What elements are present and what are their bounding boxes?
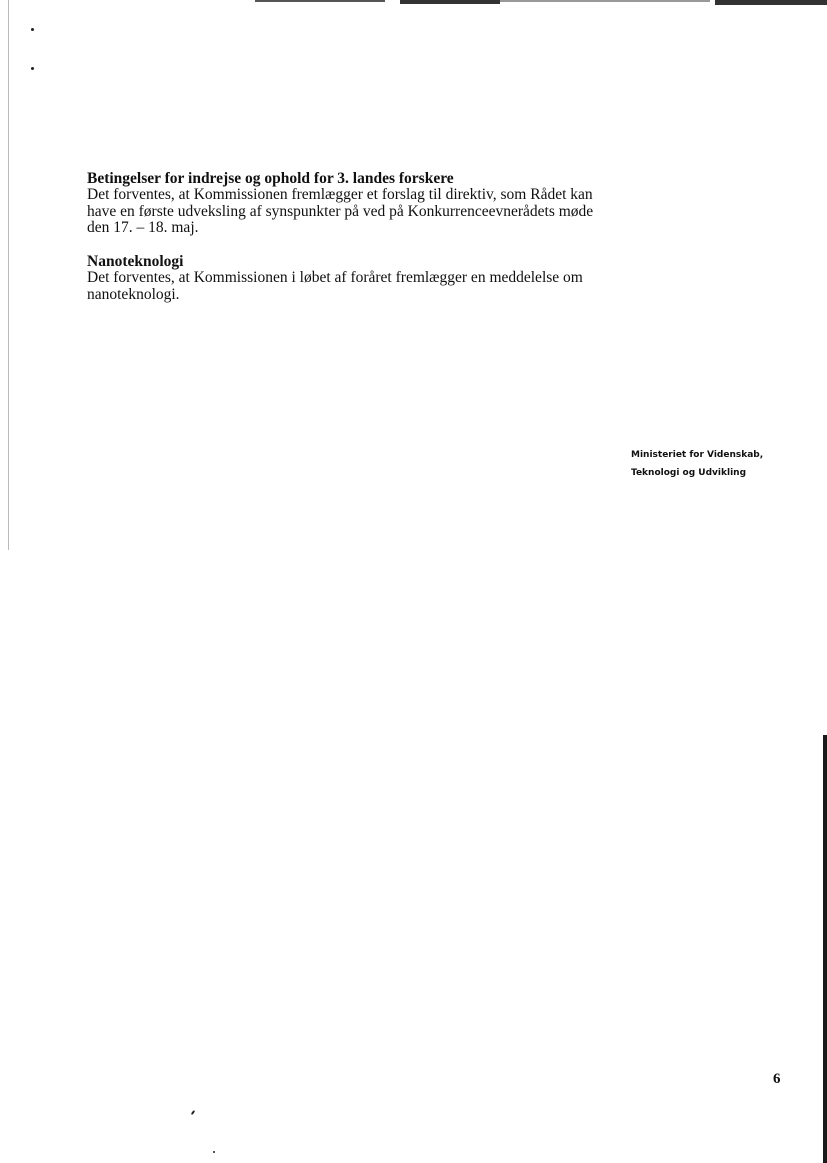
section-line: den 17. – 18. maj. xyxy=(87,219,199,236)
section-researchers xyxy=(87,170,607,237)
scan-top-line xyxy=(400,0,500,4)
scan-left-edge xyxy=(8,0,9,550)
scan-dot xyxy=(191,1110,196,1115)
ministry-line: Teknologi og Udvikling xyxy=(631,468,747,478)
page-number: 6 xyxy=(773,1071,781,1087)
section-line: Det forventes, at Kommissionen fremlægger et forslag til direktiv, som Rådet kan xyxy=(87,186,593,203)
scan-dot xyxy=(31,28,34,31)
scan-top-line xyxy=(715,0,827,5)
section-line: nanoteknologi. xyxy=(87,285,180,303)
scan-dot xyxy=(31,67,34,70)
scan-right-edge xyxy=(823,735,827,1163)
scan-dot xyxy=(213,1151,215,1153)
section-line: Det forventes, at Kommissionen i løbet af foråret fremlægger en meddelelse om xyxy=(87,269,583,286)
section-heading: Nanoteknologi xyxy=(87,253,184,270)
ministry-name xyxy=(631,446,763,482)
scan-top-line xyxy=(255,0,385,2)
section-heading: Betingelser for indrejse og ophold for 3. landes forskere xyxy=(87,170,454,187)
scan-top-line xyxy=(500,0,710,2)
section-line: have en første udveksling af synspunkter på ved på Konkurrenceevnerådets møde xyxy=(87,202,594,220)
ministry-line: Ministeriet for Videnskab, xyxy=(631,450,764,460)
section-nanotechnology xyxy=(87,253,607,303)
